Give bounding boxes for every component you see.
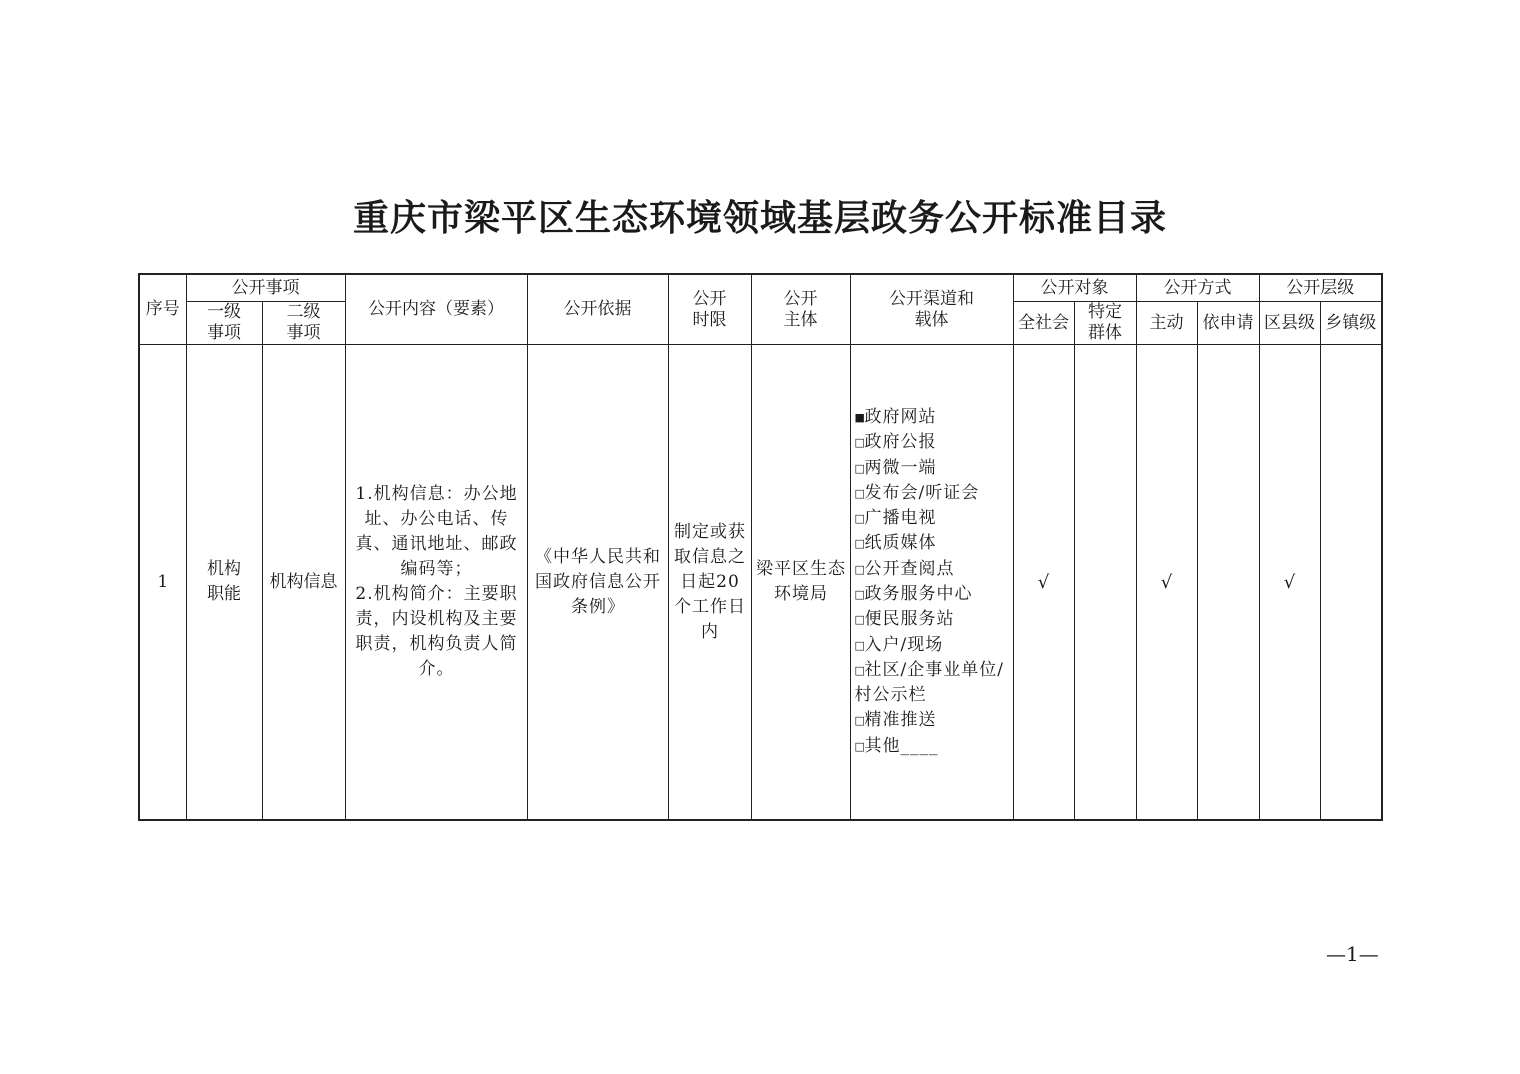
cell-basis: 《中华人民共和国政府信息公开条例》 bbox=[527, 345, 668, 821]
channel-item bbox=[855, 430, 1013, 455]
channel-item bbox=[855, 708, 1013, 733]
channel-item bbox=[855, 658, 1013, 709]
channel-item bbox=[855, 633, 1013, 658]
channel-list bbox=[855, 405, 1013, 759]
unchecked-box-icon: □ bbox=[854, 512, 866, 526]
disclosure-catalog-table bbox=[138, 273, 1383, 821]
unchecked-box-icon: □ bbox=[854, 562, 866, 576]
header-level-group: 公开层级 bbox=[1259, 274, 1382, 302]
channel-label: 入户/现场 bbox=[864, 634, 944, 655]
unchecked-box-icon: □ bbox=[854, 436, 866, 450]
unchecked-box-icon: □ bbox=[854, 714, 866, 728]
channel-label: 发布会/听证会 bbox=[864, 482, 980, 503]
header-time-limit: 公开 时限 bbox=[668, 274, 751, 345]
channel-label: 精准推送 bbox=[864, 710, 937, 731]
header-subject: 公开 主体 bbox=[751, 274, 850, 345]
channel-item bbox=[855, 734, 1013, 759]
checked-box-icon: ■ bbox=[854, 410, 866, 424]
channel-label: 纸质媒体 bbox=[864, 533, 937, 554]
cell-target-specific bbox=[1074, 345, 1136, 821]
header-method-request: 依申请 bbox=[1197, 302, 1259, 345]
unchecked-box-icon: □ bbox=[854, 461, 866, 475]
header-level-town: 乡镇级 bbox=[1320, 302, 1382, 345]
channel-item bbox=[855, 531, 1013, 556]
channel-label: 便民服务站 bbox=[864, 609, 955, 630]
header-target-group: 公开对象 bbox=[1013, 274, 1136, 302]
cell-method-request bbox=[1197, 345, 1259, 821]
channel-label: 政府网站 bbox=[864, 406, 937, 427]
unchecked-box-icon: □ bbox=[854, 613, 866, 627]
header-method-group: 公开方式 bbox=[1136, 274, 1259, 302]
channel-item bbox=[855, 506, 1013, 531]
header-method-active: 主动 bbox=[1136, 302, 1197, 345]
unchecked-box-icon: □ bbox=[854, 663, 866, 677]
channel-item bbox=[855, 607, 1013, 632]
unchecked-box-icon: □ bbox=[854, 739, 866, 753]
unchecked-box-icon: □ bbox=[854, 486, 866, 500]
header-level1: 一级 事项 bbox=[186, 302, 262, 345]
channel-item bbox=[855, 481, 1013, 506]
header-seq: 序号 bbox=[139, 274, 186, 345]
unchecked-box-icon: □ bbox=[854, 638, 866, 652]
cell-target-society: √ bbox=[1013, 345, 1074, 821]
cell-channels bbox=[850, 345, 1013, 821]
unchecked-box-icon: □ bbox=[854, 588, 866, 601]
channel-item bbox=[855, 456, 1013, 481]
page-number: —1— bbox=[1326, 942, 1379, 966]
table-row bbox=[139, 345, 1382, 821]
channel-label: 社区/企事业单位/ 村公示栏 bbox=[854, 659, 1004, 706]
header-basis: 公开依据 bbox=[527, 274, 668, 345]
unchecked-box-icon: □ bbox=[854, 537, 866, 551]
cell-subject: 梁平区生态环境局 bbox=[751, 345, 850, 821]
header-level-district: 区县级 bbox=[1259, 302, 1320, 345]
header-target-society: 全社会 bbox=[1013, 302, 1074, 345]
channel-label: 公开查阅点 bbox=[864, 558, 955, 579]
header-channel: 公开渠道和 载体 bbox=[850, 274, 1013, 345]
channel-item bbox=[855, 557, 1013, 582]
channel-label: 其他____ bbox=[864, 735, 939, 756]
header-content: 公开内容（要素） bbox=[345, 274, 527, 345]
header-target-specific: 特定 群体 bbox=[1074, 302, 1136, 345]
header-row-top bbox=[139, 274, 1382, 302]
cell-level-district: √ bbox=[1259, 345, 1320, 821]
channel-label: 政府公报 bbox=[864, 432, 937, 453]
header-level2: 二级 事项 bbox=[262, 302, 345, 345]
cell-level1: 机构 职能 bbox=[186, 345, 262, 821]
cell-seq: 1 bbox=[139, 345, 186, 821]
document-title: 重庆市梁平区生态环境领域基层政务公开标准目录 bbox=[352, 197, 1167, 239]
cell-method-active: √ bbox=[1136, 345, 1197, 821]
channel-item bbox=[855, 582, 1013, 607]
channel-label: 两微一端 bbox=[864, 457, 937, 478]
header-items-group: 公开事项 bbox=[186, 274, 345, 302]
channel-label: 政务服务中心 bbox=[864, 584, 973, 604]
channel-label: 广播电视 bbox=[864, 508, 937, 529]
cell-level-town bbox=[1320, 345, 1382, 821]
cell-level2: 机构信息 bbox=[262, 345, 345, 821]
cell-content: 1.机构信息：办公地址、办公电话、传真、通讯地址、邮政编码等； 2.机构简介：主要职责，内设机构及主要职责，机构负责人简介。 bbox=[345, 345, 527, 821]
channel-item bbox=[855, 405, 1013, 430]
cell-time-limit: 制定或获取信息之日起20个工作日内 bbox=[668, 345, 751, 821]
